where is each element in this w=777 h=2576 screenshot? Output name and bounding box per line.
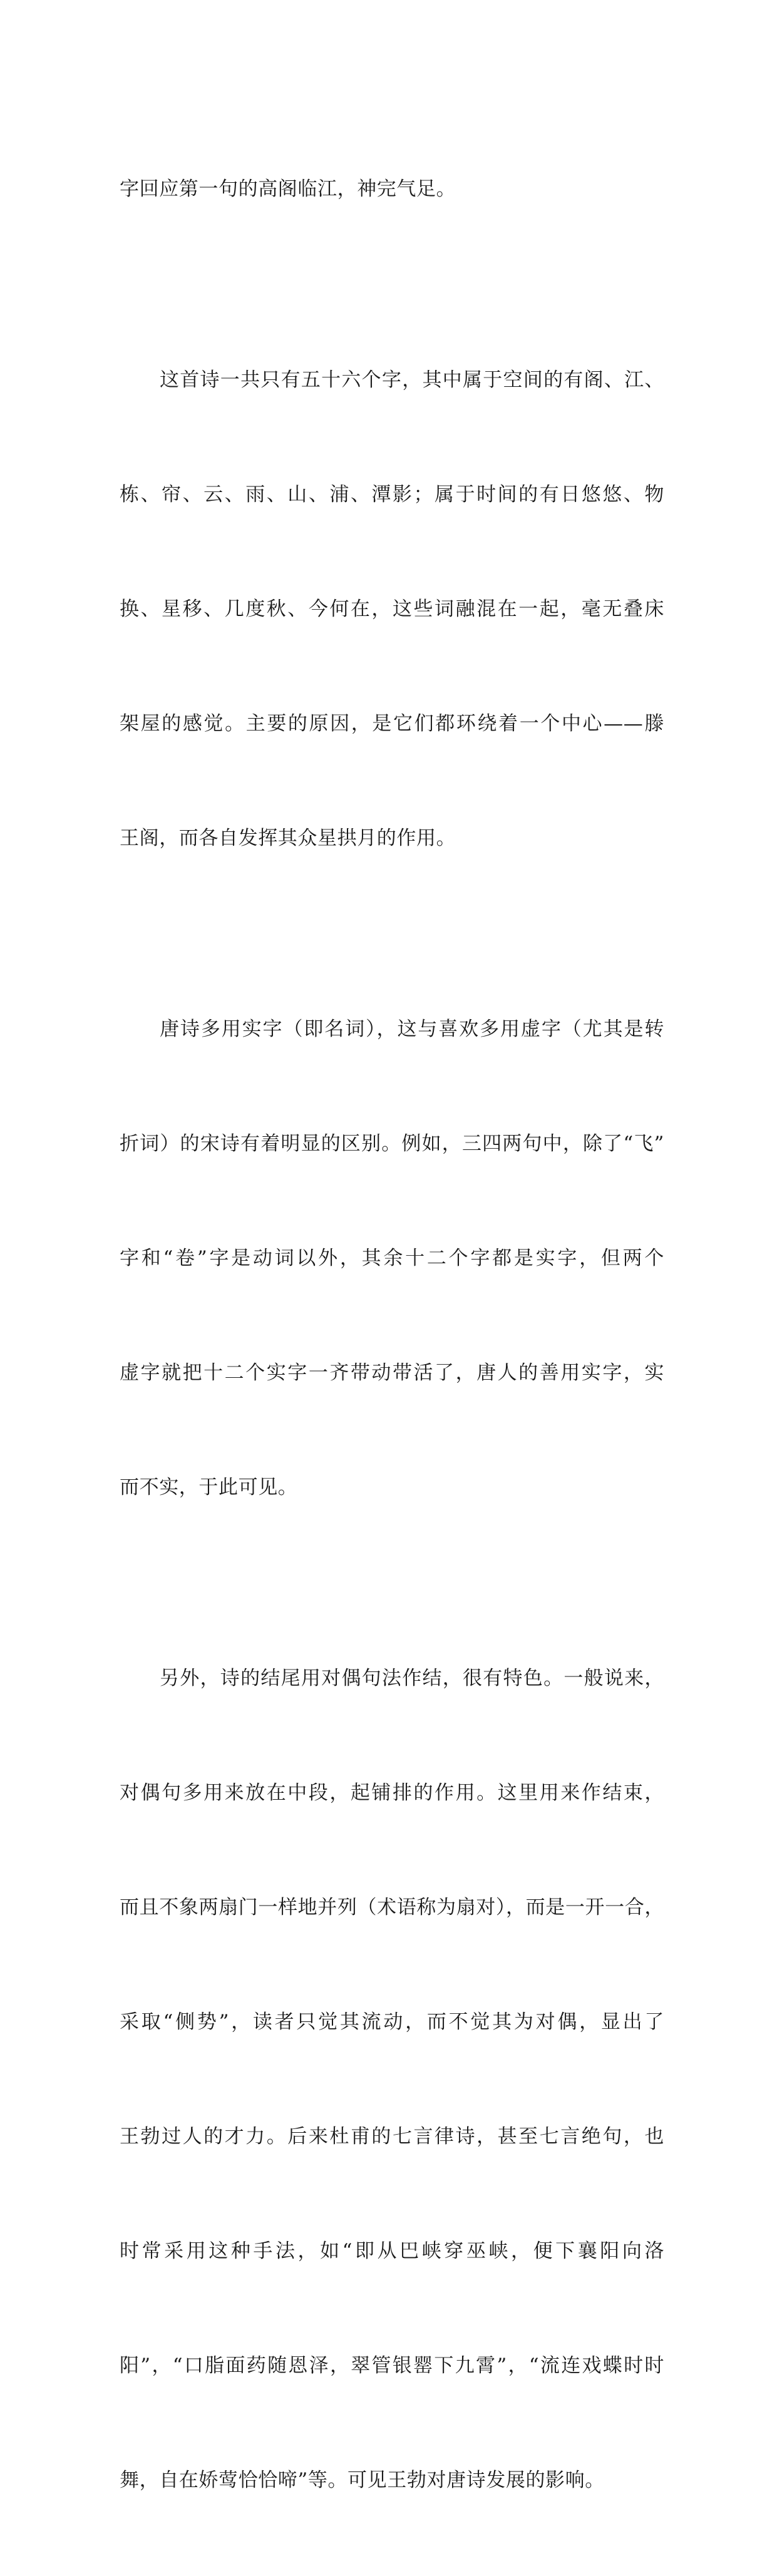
text-line: 而不实，于此可见。 [120, 1476, 298, 1499]
text-line: 对偶句多用来放在中段，起铺排的作用。这里用来作结束， [120, 1782, 664, 1804]
paragraph-2 [120, 285, 664, 934]
text-line: 采取“侧势”，读者只觉其流动，而不觉其为对偶，显出了 [120, 2011, 664, 2033]
paragraph-1 [120, 94, 664, 285]
paragraph-4 [120, 1583, 664, 2576]
text-line: 唐诗多用实字（即名词），这与喜欢多用虚字（尤其是转 [160, 1018, 664, 1040]
body-text [120, 94, 664, 2576]
paragraph-3 [120, 934, 664, 1583]
text-line: 架屋的感觉。主要的原因，是它们都环绕着一个中心——滕 [120, 712, 664, 735]
text-line: 王勃过人的才力。后来杜甫的七言律诗，甚至七言绝句，也 [120, 2125, 664, 2148]
text-line: 虚字就把十二个实字一齐带动带活了，唐人的善用实字，实 [120, 1362, 664, 1384]
text-line: 这首诗一共只有五十六个字，其中属于空间的有阁、江、 [160, 369, 664, 391]
text-line: 王阁，而各自发挥其众星拱月的作用。 [120, 827, 456, 849]
text-line: 舞，自在娇莺恰恰啼”等。可见王勃对唐诗发展的影响。 [120, 2469, 605, 2491]
text-line: 而且不象两扇门一样地并列（术语称为扇对），而是一开一合， [120, 1896, 664, 1919]
text-line: 阳”，“口脂面药随恩泽，翠管银罂下九霄”，“流连戏蝶时时 [120, 2354, 664, 2377]
text-line: 折词）的宋诗有着明显的区别。例如，三四两句中，除了“飞” [120, 1132, 664, 1155]
text-line: 字回应第一句的高阁临江，神完气足。 [120, 178, 456, 200]
text-line: 字和“卷”字是动词以外，其余十二个字都是实字，但两个 [120, 1247, 664, 1270]
text-line: 时常采用这种手法，如“即从巴峡穿巫峡，便下襄阳向洛 [120, 2240, 664, 2262]
text-line: 换、星移、几度秋、今何在，这些词融混在一起，毫无叠床 [120, 598, 664, 620]
text-line: 另外，诗的结尾用对偶句法作结，很有特色。一般说来， [160, 1667, 664, 1690]
text-line: 栋、帘、云、雨、山、浦、潭影；属于时间的有日悠悠、物 [120, 483, 664, 506]
